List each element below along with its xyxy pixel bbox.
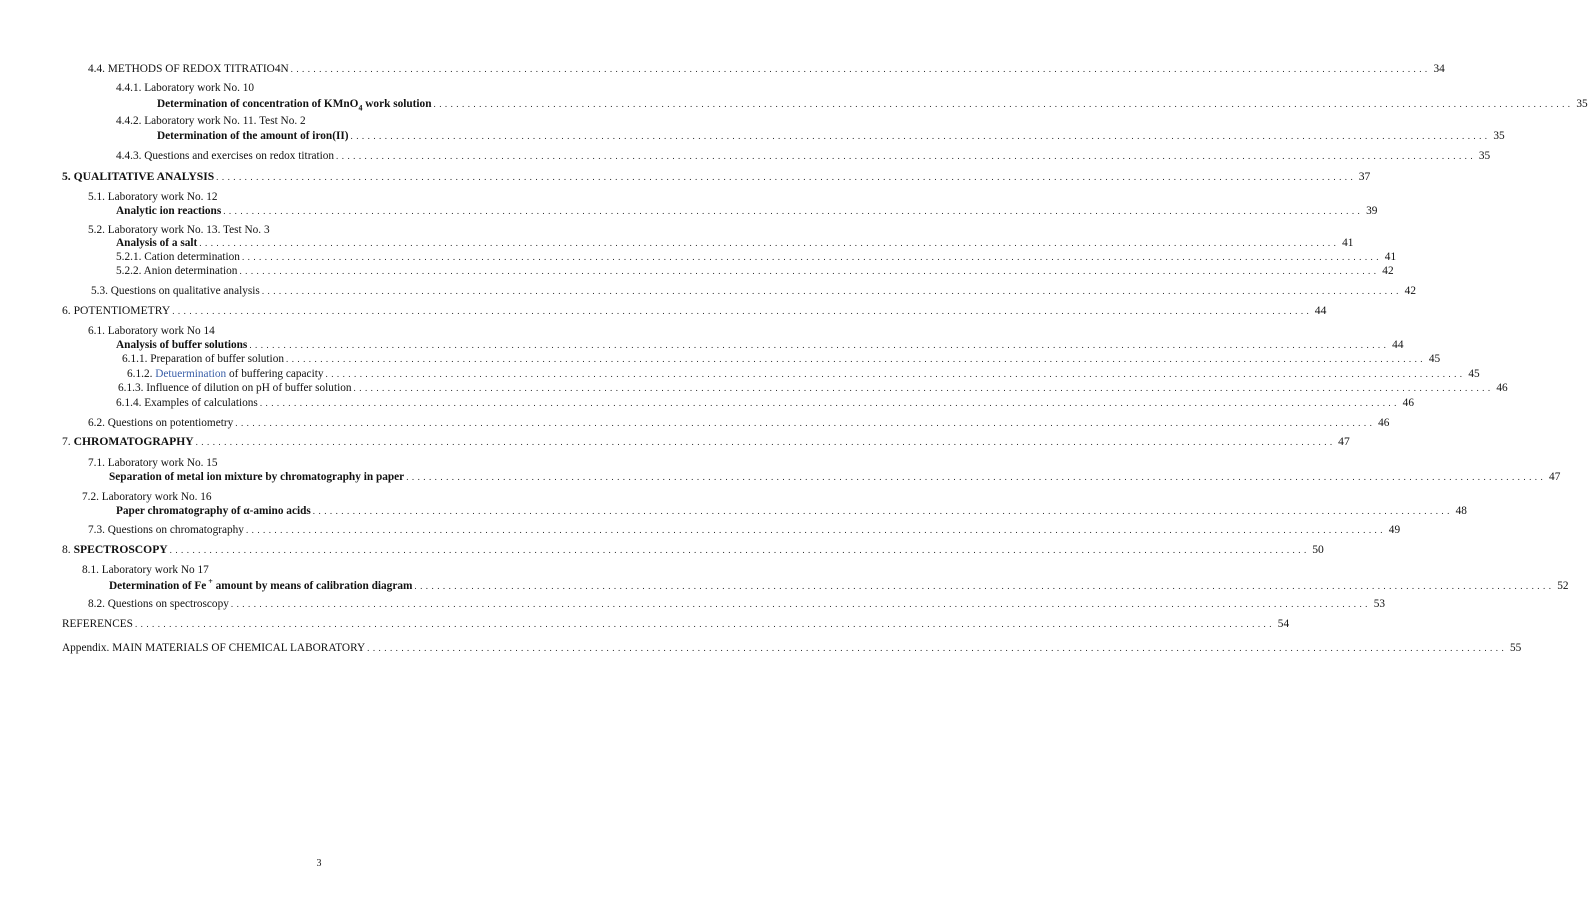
toc-entry-page: 41 xyxy=(1384,251,1397,263)
toc-entry-title xyxy=(88,523,244,537)
toc-entry-page: 44 xyxy=(1314,304,1327,317)
toc-entry-page: 39 xyxy=(1366,205,1378,217)
toc-entry-text: 7.2. Laboratory work No. 16 xyxy=(82,491,212,503)
toc-entry xyxy=(116,204,1378,218)
toc-entry xyxy=(116,81,576,95)
dot-leader: . . . . . . . . . . . . . . . . . . . . . . . . . . . . . . . . . . . . . . . . . . . . . . . . . . . . . . . . . . . . . . . . . . . . . . . . . . . . . . . . . . . . . . . . . . . . . . . . . . . . . . . . . . . . . . . . . . . . . . . . . . . . . . . . . . . . . . . . . . . . . . . . . . . . . . . . . . . . . . . . . . . . . . . . . . . . . . . . . . . . . . . . . . . . . . . . . . . . . . . . xyxy=(336,151,1474,161)
dot-leader: . . . . . . . . . . . . . . . . . . . . . . . . . . . . . . . . . . . . . . . . . . . . . . . . . . . . . . . . . . . . . . . . . . . . . . . . . . . . . . . . . . . . . . . . . . . . . . . . . . . . . . . . . . . . . . . . . . . . . . . . . . . . . . . . . . . . . . . . . . . . . . . . . . . . . . . . . . . . . . . . . . . . . . . . . . . . . . . . . . . . . . . . . . . . . . . . . . . . . . . . xyxy=(367,643,1505,653)
toc-entry-title xyxy=(62,617,133,631)
toc-entry xyxy=(88,324,576,338)
toc-entry-text: Separation of metal ion mixture by chromatography in paper xyxy=(109,471,405,483)
dot-leader: . . . . . . . . . . . . . . . . . . . . . . . . . . . . . . . . . . . . . . . . . . . . . . . . . . . . . . . . . . . . . . . . . . . . . . . . . . . . . . . . . . . . . . . . . . . . . . . . . . . . . . . . . . . . . . . . . . . . . . . . . . . . . . . . . . . . . . . . . . . . . . . . . . . . . . . . . . . . . . . . . . . . . . . . . . . . . . . . . . . . . . . . . . . . . . . . . . . . . . . . xyxy=(259,398,1397,408)
toc-entry-text: Analytic ion reactions xyxy=(116,205,222,217)
toc-entry-title xyxy=(88,62,289,76)
toc-entry-page: 37 xyxy=(1358,170,1371,183)
toc-entry-text: 5.2.1. Cation determination xyxy=(116,251,240,263)
toc-entry-page: 42 xyxy=(1382,265,1394,277)
toc-entry-page: 47 xyxy=(1338,435,1350,448)
toc-entry-title xyxy=(157,129,349,143)
toc-entry-text: 8. xyxy=(62,543,74,556)
toc-entry-page: 35 xyxy=(1493,130,1505,142)
toc-entry-page: 46 xyxy=(1402,397,1414,409)
toc-entry-page: 50 xyxy=(1312,543,1324,556)
toc-entry xyxy=(91,284,1416,298)
toc-entry-title xyxy=(127,367,324,381)
toc-entry-text: 5.2. Laboratory work No. 13. Test No. 3 xyxy=(88,224,270,236)
toc-entry-text: 7.1. Laboratory work No. 15 xyxy=(88,457,218,469)
dot-leader: . . . . . . . . . . . . . . . . . . . . . . . . . . . . . . . . . . . . . . . . . . . . . . . . . . . . . . . . . . . . . . . . . . . . . . . . . . . . . . . . . . . . . . . . . . . . . . . . . . . . . . . . . . . . . . . . . . . . . . . . . . . . . . . . . . . . . . . . . . . . . . . . . . . . . . . . . . . . . . . . . . . . . . . . . . . . . . . . . . . . . . . . . . . . . . . . . . . . . . . . xyxy=(172,306,1310,316)
toc-entry-text: 5.1. Laboratory work No. 12 xyxy=(88,191,218,203)
toc-entry-title xyxy=(116,264,237,278)
toc-entry-text: Determination of concentration of KMnO xyxy=(157,98,359,110)
toc-entry xyxy=(109,470,1561,484)
toc-entry-title xyxy=(109,579,412,593)
toc-entry-page: 52 xyxy=(1557,580,1569,592)
toc-entry xyxy=(116,114,576,128)
toc-entry-text: 5.2.2. Anion determination xyxy=(116,265,238,277)
toc-entry-title xyxy=(88,223,270,237)
dot-leader: . . . . . . . . . . . . . . . . . . . . . . . . . . . . . . . . . . . . . . . . . . . . . . . . . . . . . . . . . . . . . . . . . . . . . . . . . . . . . . . . . . . . . . . . . . . . . . . . . . . . . . . . . . . . . . . . . . . . . . . . . . . . . . . . . . . . . . . . . . . . . . . . . . . . . . . . . . . . . . . . . . . . . . . . . . . . . . . . . . . . . . . . . . . . . . . . . . . . . . . . xyxy=(134,619,1273,629)
toc-entry-text: 6.1. Laboratory work No 14 xyxy=(88,325,215,337)
toc-entry-page: 41 xyxy=(1342,237,1354,249)
toc-entry-page: 44 xyxy=(1392,339,1404,351)
toc-entry xyxy=(127,367,1480,381)
toc-entry-title xyxy=(118,381,352,395)
dot-leader: . . . . . . . . . . . . . . . . . . . . . . . . . . . . . . . . . . . . . . . . . . . . . . . . . . . . . . . . . . . . . . . . . . . . . . . . . . . . . . . . . . . . . . . . . . . . . . . . . . . . . . . . . . . . . . . . . . . . . . . . . . . . . . . . . . . . . . . . . . . . . . . . . . . . . . . . . . . . . . . . . . . . . . . . . . . . . . . . . . . . . . . . . . . . . . . . . . . . . . . . xyxy=(414,581,1552,591)
toc-entry xyxy=(116,504,1467,518)
toc-entry xyxy=(88,416,1390,430)
toc-entry xyxy=(62,641,1522,655)
toc-entry-title xyxy=(88,324,215,338)
toc-entry-text: 5.3. Questions on qualitative analysis xyxy=(91,285,260,297)
toc-entry-page: 35 xyxy=(1478,150,1491,162)
toc-entry-page: 45 xyxy=(1428,353,1441,365)
toc-entry-title xyxy=(116,396,258,410)
toc-entry-text: SPECTROSCOPY xyxy=(73,543,168,556)
toc-entry xyxy=(157,129,1505,143)
toc-entry xyxy=(109,577,1569,593)
toc-entry xyxy=(116,396,1414,410)
toc-entry-text: amount by means of calibration diagram xyxy=(212,580,413,592)
dot-leader: . . . . . . . . . . . . . . . . . . . . . . . . . . . . . . . . . . . . . . . . . . . . . . . . . . . . . . . . . . . . . . . . . . . . . . . . . . . . . . . . . . . . . . . . . . . . . . . . . . . . . . . . . . . . . . . . . . . . . . . . . . . . . . . . . . . . . . . . . . . . . . . . . . . . . . . . . . . . . . . . . . . . . . . . . . . . . . . . . . . . . . . . . . . . . . . . . . . . . . . . xyxy=(350,131,1488,141)
toc-entry xyxy=(88,190,576,204)
toc-entry-text: + xyxy=(206,577,213,587)
toc-entry-page: 46 xyxy=(1496,382,1508,394)
dot-leader: . . . . . . . . . . . . . . . . . . . . . . . . . . . . . . . . . . . . . . . . . . . . . . . . . . . . . . . . . . . . . . . . . . . . . . . . . . . . . . . . . . . . . . . . . . . . . . . . . . . . . . . . . . . . . . . . . . . . . . . . . . . . . . . . . . . . . . . . . . . . . . . . . . . . . . . . . . . . . . . . . . . . . . . . . . . . . . . . . . . . . . . . . . . . . . . . . . . . . . . . xyxy=(169,545,1307,555)
dot-leader: . . . . . . . . . . . . . . . . . . . . . . . . . . . . . . . . . . . . . . . . . . . . . . . . . . . . . . . . . . . . . . . . . . . . . . . . . . . . . . . . . . . . . . . . . . . . . . . . . . . . . . . . . . . . . . . . . . . . . . . . . . . . . . . . . . . . . . . . . . . . . . . . . . . . . . . . . . . . . . . . . . . . . . . . . . . . . . . . . . . . . . . . . . . . . . . . . . . . . . . . xyxy=(312,506,1450,516)
toc-entry xyxy=(88,456,576,470)
toc-entry xyxy=(62,435,1350,449)
toc-entry-page: 55 xyxy=(1510,642,1522,654)
toc-entry-title xyxy=(62,435,194,449)
toc-entry-title xyxy=(116,250,240,264)
toc-entry xyxy=(82,490,576,504)
dot-leader: . . . . . . . . . . . . . . . . . . . . . . . . . . . . . . . . . . . . . . . . . . . . . . . . . . . . . . . . . . . . . . . . . . . . . . . . . . . . . . . . . . . . . . . . . . . . . . . . . . . . . . . . . . . . . . . . . . . . . . . . . . . . . . . . . . . . . . . . . . . . . . . . . . . . . . . . . . . . . . . . . . . . . . . . . . . . . . . . . . . . . . . . . . . . . . . . . . . . . . . . xyxy=(325,369,1463,379)
toc-entry xyxy=(157,97,1588,113)
toc-entry-title xyxy=(62,304,170,318)
toc-entry-text: Analysis of buffer solutions xyxy=(116,339,248,351)
toc-entry-text: 5. QUALITATIVE ANALYSIS xyxy=(62,170,215,183)
toc-entry-text: 4.4.1. Laboratory work No. 10 xyxy=(116,82,255,94)
dot-leader: . . . . . . . . . . . . . . . . . . . . . . . . . . . . . . . . . . . . . . . . . . . . . . . . . . . . . . . . . . . . . . . . . . . . . . . . . . . . . . . . . . . . . . . . . . . . . . . . . . . . . . . . . . . . . . . . . . . . . . . . . . . . . . . . . . . . . . . . . . . . . . . . . . . . . . . . . . . . . . . . . . . . . . . . . . . . . . . . . . . . . . . . . . . . . . . . . . . . . . . . xyxy=(406,472,1544,482)
toc-entry xyxy=(116,338,1404,352)
toc-entry xyxy=(82,563,576,577)
toc-entry xyxy=(62,543,1324,557)
toc-entry xyxy=(116,149,1491,163)
toc-entry xyxy=(122,352,1441,366)
toc-entry-page: 49 xyxy=(1388,524,1401,536)
toc-entry xyxy=(116,236,1354,250)
toc-entry xyxy=(62,304,1327,318)
dot-leader: . . . . . . . . . . . . . . . . . . . . . . . . . . . . . . . . . . . . . . . . . . . . . . . . . . . . . . . . . . . . . . . . . . . . . . . . . . . . . . . . . . . . . . . . . . . . . . . . . . . . . . . . . . . . . . . . . . . . . . . . . . . . . . . . . . . . . . . . . . . . . . . . . . . . . . . . . . . . . . . . . . . . . . . . . . . . . . . . . . . . . . . . . . . . . . . . . . . . . . . . xyxy=(239,266,1377,276)
toc-entry-text: REFERENCES xyxy=(62,618,133,630)
toc-entry-page: 54 xyxy=(1277,618,1290,630)
toc-entry-text: 6.1.2. xyxy=(127,368,156,380)
dot-leader: . . . . . . . . . . . . . . . . . . . . . . . . . . . . . . . . . . . . . . . . . . . . . . . . . . . . . . . . . . . . . . . . . . . . . . . . . . . . . . . . . . . . . . . . . . . . . . . . . . . . . . . . . . . . . . . . . . . . . . . . . . . . . . . . . . . . . . . . . . . . . . . . . . . . . . . . . . . . . . . . . . . . . . . . . . . . . . . . . . . . . . . . . . . . . . . . . . . . . . . . xyxy=(235,418,1373,428)
toc-entry-page: 46 xyxy=(1378,417,1390,429)
toc-entry xyxy=(88,62,1445,76)
dot-leader: . . . . . . . . . . . . . . . . . . . . . . . . . . . . . . . . . . . . . . . . . . . . . . . . . . . . . . . . . . . . . . . . . . . . . . . . . . . . . . . . . . . . . . . . . . . . . . . . . . . . . . . . . . . . . . . . . . . . . . . . . . . . . . . . . . . . . . . . . . . . . . . . . . . . . . . . . . . . . . . . . . . . . . . . . . . . . . . . . . . . . . . . . . . . . . . . . . . . . . . . xyxy=(241,252,1380,262)
toc-entry-title xyxy=(88,597,229,611)
toc-entry xyxy=(62,617,1290,631)
toc-entry-title xyxy=(116,504,311,518)
toc-entry-text: 7.3. Questions on chromatography xyxy=(88,524,244,536)
toc-entry-title xyxy=(116,149,334,163)
dot-leader: . . . . . . . . . . . . . . . . . . . . . . . . . . . . . . . . . . . . . . . . . . . . . . . . . . . . . . . . . . . . . . . . . . . . . . . . . . . . . . . . . . . . . . . . . . . . . . . . . . . . . . . . . . . . . . . . . . . . . . . . . . . . . . . . . . . . . . . . . . . . . . . . . . . . . . . . . . . . . . . . . . . . . . . . . . . . . . . . . . . . . . . . . . . . . . . . . . . . . . . . xyxy=(249,340,1387,350)
toc-entry-text: 6.1.4. Examples of calculations xyxy=(116,397,258,409)
dot-leader: . . . . . . . . . . . . . . . . . . . . . . . . . . . . . . . . . . . . . . . . . . . . . . . . . . . . . . . . . . . . . . . . . . . . . . . . . . . . . . . . . . . . . . . . . . . . . . . . . . . . . . . . . . . . . . . . . . . . . . . . . . . . . . . . . . . . . . . . . . . . . . . . . . . . . . . . . . . . . . . . . . . . . . . . . . . . . . . . . . . . . . . . . . . . . . . . . . . . . . . . xyxy=(290,64,1428,74)
toc-entry xyxy=(62,170,1371,184)
toc-entry-text: 8.1. Laboratory work No 17 xyxy=(82,564,209,576)
toc-entry-title xyxy=(82,563,209,577)
toc-entry-page: 42 xyxy=(1404,285,1416,297)
toc-entry-title xyxy=(62,641,365,655)
toc-entry-title xyxy=(82,490,212,504)
toc-entry xyxy=(88,597,1386,611)
toc-entry-title xyxy=(62,170,214,184)
toc-entry-text: CHROMATOGRAPHY xyxy=(73,435,194,448)
toc-entry-title xyxy=(116,81,254,95)
toc-entry-text: 6.2. Questions on potentiometry xyxy=(88,417,234,429)
toc-entry-title xyxy=(88,416,233,430)
toc-entry-title xyxy=(157,97,432,111)
dot-leader: . . . . . . . . . . . . . . . . . . . . . . . . . . . . . . . . . . . . . . . . . . . . . . . . . . . . . . . . . . . . . . . . . . . . . . . . . . . . . . . . . . . . . . . . . . . . . . . . . . . . . . . . . . . . . . . . . . . . . . . . . . . . . . . . . . . . . . . . . . . . . . . . . . . . . . . . . . . . . . . . . . . . . . . . . . . . . . . . . . . . . . . . . . . . . . . . . . . . . . . . xyxy=(216,172,1354,182)
toc-entry-text: work solution xyxy=(362,98,432,110)
dot-leader: . . . . . . . . . . . . . . . . . . . . . . . . . . . . . . . . . . . . . . . . . . . . . . . . . . . . . . . . . . . . . . . . . . . . . . . . . . . . . . . . . . . . . . . . . . . . . . . . . . . . . . . . . . . . . . . . . . . . . . . . . . . . . . . . . . . . . . . . . . . . . . . . . . . . . . . . . . . . . . . . . . . . . . . . . . . . . . . . . . . . . . . . . . . . . . . . . . . . . . . . xyxy=(199,238,1337,248)
toc-entry-text: 6. POTENTIOMETRY xyxy=(62,304,171,317)
toc-entry xyxy=(116,250,1397,264)
toc-entry-text: Determination of the amount of iron(II) xyxy=(157,130,349,142)
toc-entry-title xyxy=(88,190,218,204)
toc-entry-text: of buffering capacity xyxy=(226,368,324,380)
toc-entry xyxy=(88,223,576,237)
toc-entry xyxy=(88,523,1401,537)
dot-leader: . . . . . . . . . . . . . . . . . . . . . . . . . . . . . . . . . . . . . . . . . . . . . . . . . . . . . . . . . . . . . . . . . . . . . . . . . . . . . . . . . . . . . . . . . . . . . . . . . . . . . . . . . . . . . . . . . . . . . . . . . . . . . . . . . . . . . . . . . . . . . . . . . . . . . . . . . . . . . . . . . . . . . . . . . . . . . . . . . . . . . . . . . . . . . . . . . . . . . . . . xyxy=(230,599,1369,609)
toc-entry-title xyxy=(116,204,221,218)
toc-entry-page: 53 xyxy=(1373,598,1386,610)
toc-entry-text: 6.1.3. Influence of dilution on pH of buffer solution xyxy=(118,382,352,394)
toc-entry-title xyxy=(91,284,260,298)
toc-entry-title xyxy=(122,352,284,366)
toc-entry-page: 48 xyxy=(1455,505,1467,517)
toc-entry-title xyxy=(62,543,168,557)
toc-entry-text: Detuermination xyxy=(155,368,227,380)
dot-leader: . . . . . . . . . . . . . . . . . . . . . . . . . . . . . . . . . . . . . . . . . . . . . . . . . . . . . . . . . . . . . . . . . . . . . . . . . . . . . . . . . . . . . . . . . . . . . . . . . . . . . . . . . . . . . . . . . . . . . . . . . . . . . . . . . . . . . . . . . . . . . . . . . . . . . . . . . . . . . . . . . . . . . . . . . . . . . . . . . . . . . . . . . . . . . . . . . . . . . . . . xyxy=(286,354,1424,364)
toc-entry-page: 34 xyxy=(1433,63,1445,75)
toc-entry xyxy=(118,381,1508,395)
toc-entry-text: Analysis of a salt xyxy=(116,237,198,249)
toc-entry-title xyxy=(116,114,306,128)
toc-entry-page: 47 xyxy=(1549,471,1561,483)
toc-entry-text: 4 xyxy=(358,103,363,113)
toc-entry-page: 45 xyxy=(1468,368,1480,380)
toc-entry-title xyxy=(116,236,197,250)
toc-entry-text: Paper chromatography of α-amino acids xyxy=(116,505,311,517)
toc-entry-text: 4.4.2. Laboratory work No. 11. Test No. 2 xyxy=(116,115,306,127)
page-number: 3 xyxy=(316,858,322,869)
toc-entry xyxy=(116,264,1394,278)
dot-leader: . . . . . . . . . . . . . . . . . . . . . . . . . . . . . . . . . . . . . . . . . . . . . . . . . . . . . . . . . . . . . . . . . . . . . . . . . . . . . . . . . . . . . . . . . . . . . . . . . . . . . . . . . . . . . . . . . . . . . . . . . . . . . . . . . . . . . . . . . . . . . . . . . . . . . . . . . . . . . . . . . . . . . . . . . . . . . . . . . . . . . . . . . . . . . . . . . . . . . . . . xyxy=(195,437,1333,447)
toc-entry-text: 4.4.3. Questions and exercises on redox titration xyxy=(116,150,335,162)
dot-leader: . . . . . . . . . . . . . . . . . . . . . . . . . . . . . . . . . . . . . . . . . . . . . . . . . . . . . . . . . . . . . . . . . . . . . . . . . . . . . . . . . . . . . . . . . . . . . . . . . . . . . . . . . . . . . . . . . . . . . . . . . . . . . . . . . . . . . . . . . . . . . . . . . . . . . . . . . . . . . . . . . . . . . . . . . . . . . . . . . . . . . . . . . . . . . . . . . . . . . . . . xyxy=(353,383,1491,393)
toc-entry-title xyxy=(109,470,404,484)
toc-entry-title xyxy=(116,338,247,352)
dot-leader: . . . . . . . . . . . . . . . . . . . . . . . . . . . . . . . . . . . . . . . . . . . . . . . . . . . . . . . . . . . . . . . . . . . . . . . . . . . . . . . . . . . . . . . . . . . . . . . . . . . . . . . . . . . . . . . . . . . . . . . . . . . . . . . . . . . . . . . . . . . . . . . . . . . . . . . . . . . . . . . . . . . . . . . . . . . . . . . . . . . . . . . . . . . . . . . . . . . . . . . . xyxy=(433,99,1571,109)
toc-entry-page: 35 xyxy=(1576,98,1588,110)
dot-leader: . . . . . . . . . . . . . . . . . . . . . . . . . . . . . . . . . . . . . . . . . . . . . . . . . . . . . . . . . . . . . . . . . . . . . . . . . . . . . . . . . . . . . . . . . . . . . . . . . . . . . . . . . . . . . . . . . . . . . . . . . . . . . . . . . . . . . . . . . . . . . . . . . . . . . . . . . . . . . . . . . . . . . . . . . . . . . . . . . . . . . . . . . . . . . . . . . . . . . . . . xyxy=(223,206,1361,216)
dot-leader: . . . . . . . . . . . . . . . . . . . . . . . . . . . . . . . . . . . . . . . . . . . . . . . . . . . . . . . . . . . . . . . . . . . . . . . . . . . . . . . . . . . . . . . . . . . . . . . . . . . . . . . . . . . . . . . . . . . . . . . . . . . . . . . . . . . . . . . . . . . . . . . . . . . . . . . . . . . . . . . . . . . . . . . . . . . . . . . . . . . . . . . . . . . . . . . . . . . . . . . . xyxy=(261,286,1399,296)
toc-entry-text: 6.1.1. Preparation of buffer solution xyxy=(122,353,284,365)
toc-entry-text: 4.4. METHODS OF REDOX TITRATIO4N xyxy=(88,63,289,75)
toc-entry-title xyxy=(88,456,218,470)
toc-entry-text: Appendix. MAIN MATERIALS OF CHEMICAL LABORATORY xyxy=(62,642,366,654)
toc-entry-text: 8.2. Questions on spectroscopy xyxy=(88,598,229,610)
toc-entry-text: 7. xyxy=(62,435,74,448)
dot-leader: . . . . . . . . . . . . . . . . . . . . . . . . . . . . . . . . . . . . . . . . . . . . . . . . . . . . . . . . . . . . . . . . . . . . . . . . . . . . . . . . . . . . . . . . . . . . . . . . . . . . . . . . . . . . . . . . . . . . . . . . . . . . . . . . . . . . . . . . . . . . . . . . . . . . . . . . . . . . . . . . . . . . . . . . . . . . . . . . . . . . . . . . . . . . . . . . . . . . . . . . xyxy=(245,525,1384,535)
toc-entry-text: Determination of Fe xyxy=(109,580,207,592)
